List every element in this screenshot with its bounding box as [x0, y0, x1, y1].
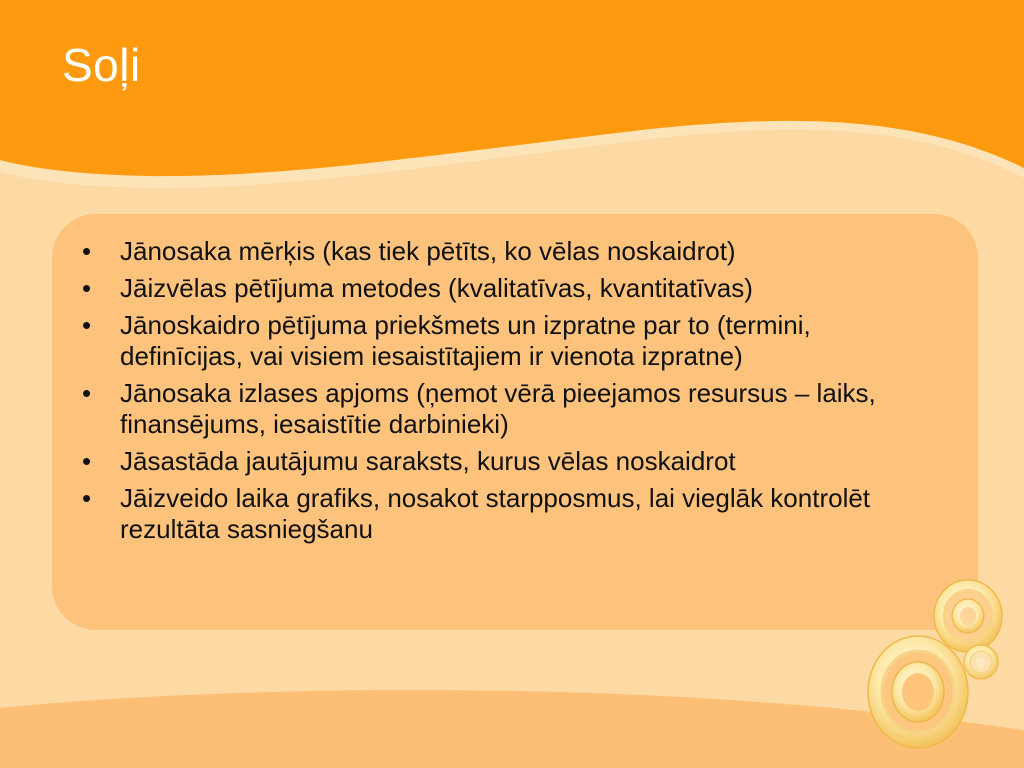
bullet-dot: •: [82, 310, 92, 340]
bullet-dot: •: [82, 446, 92, 476]
bullet-item: [80, 446, 940, 477]
bullet-text: Jāizvēlas pētījuma metodes (kvalitatīvas, kvantitatīvas): [120, 273, 753, 303]
bullet-item: [80, 483, 940, 545]
bullet-item: [80, 273, 940, 304]
large-ring: [868, 636, 968, 748]
bullet-item: [80, 310, 940, 372]
bullet-dot: •: [82, 273, 92, 303]
decorative-rings: [850, 570, 1024, 768]
bullet-item: [80, 236, 940, 267]
bullet-dot: •: [82, 378, 92, 408]
bullet-text: Jānoskaidro pētījuma priekšmets un izpratne par to (termini, definīcijas, vai visiem iesaistītajiem ir vienota izpratne): [120, 310, 811, 371]
bullet-text: Jāizveido laika grafiks, nosakot starpposmus, lai vieglāk kontrolēt rezultāta sasniegšanu: [120, 483, 871, 544]
bullet-dot: •: [82, 483, 92, 513]
bullet-text: Jānosaka izlases apjoms (ņemot vērā pieejamos resursus – laiks, finansējums, iesaistītie darbinieki): [120, 378, 876, 439]
bullet-text: Jānosaka mērķis (kas tiek pētīts, ko vēlas noskaidrot): [120, 236, 736, 266]
bullet-dot: •: [82, 236, 92, 266]
bullet-text: Jāsastāda jautājumu saraksts, kurus vēlas noskaidrot: [120, 446, 736, 476]
small-ring: [964, 645, 998, 679]
bullet-item: [80, 378, 940, 440]
medium-ring: [934, 580, 1002, 652]
bullet-list: [80, 236, 940, 551]
slide-title: Soļi: [62, 39, 141, 91]
